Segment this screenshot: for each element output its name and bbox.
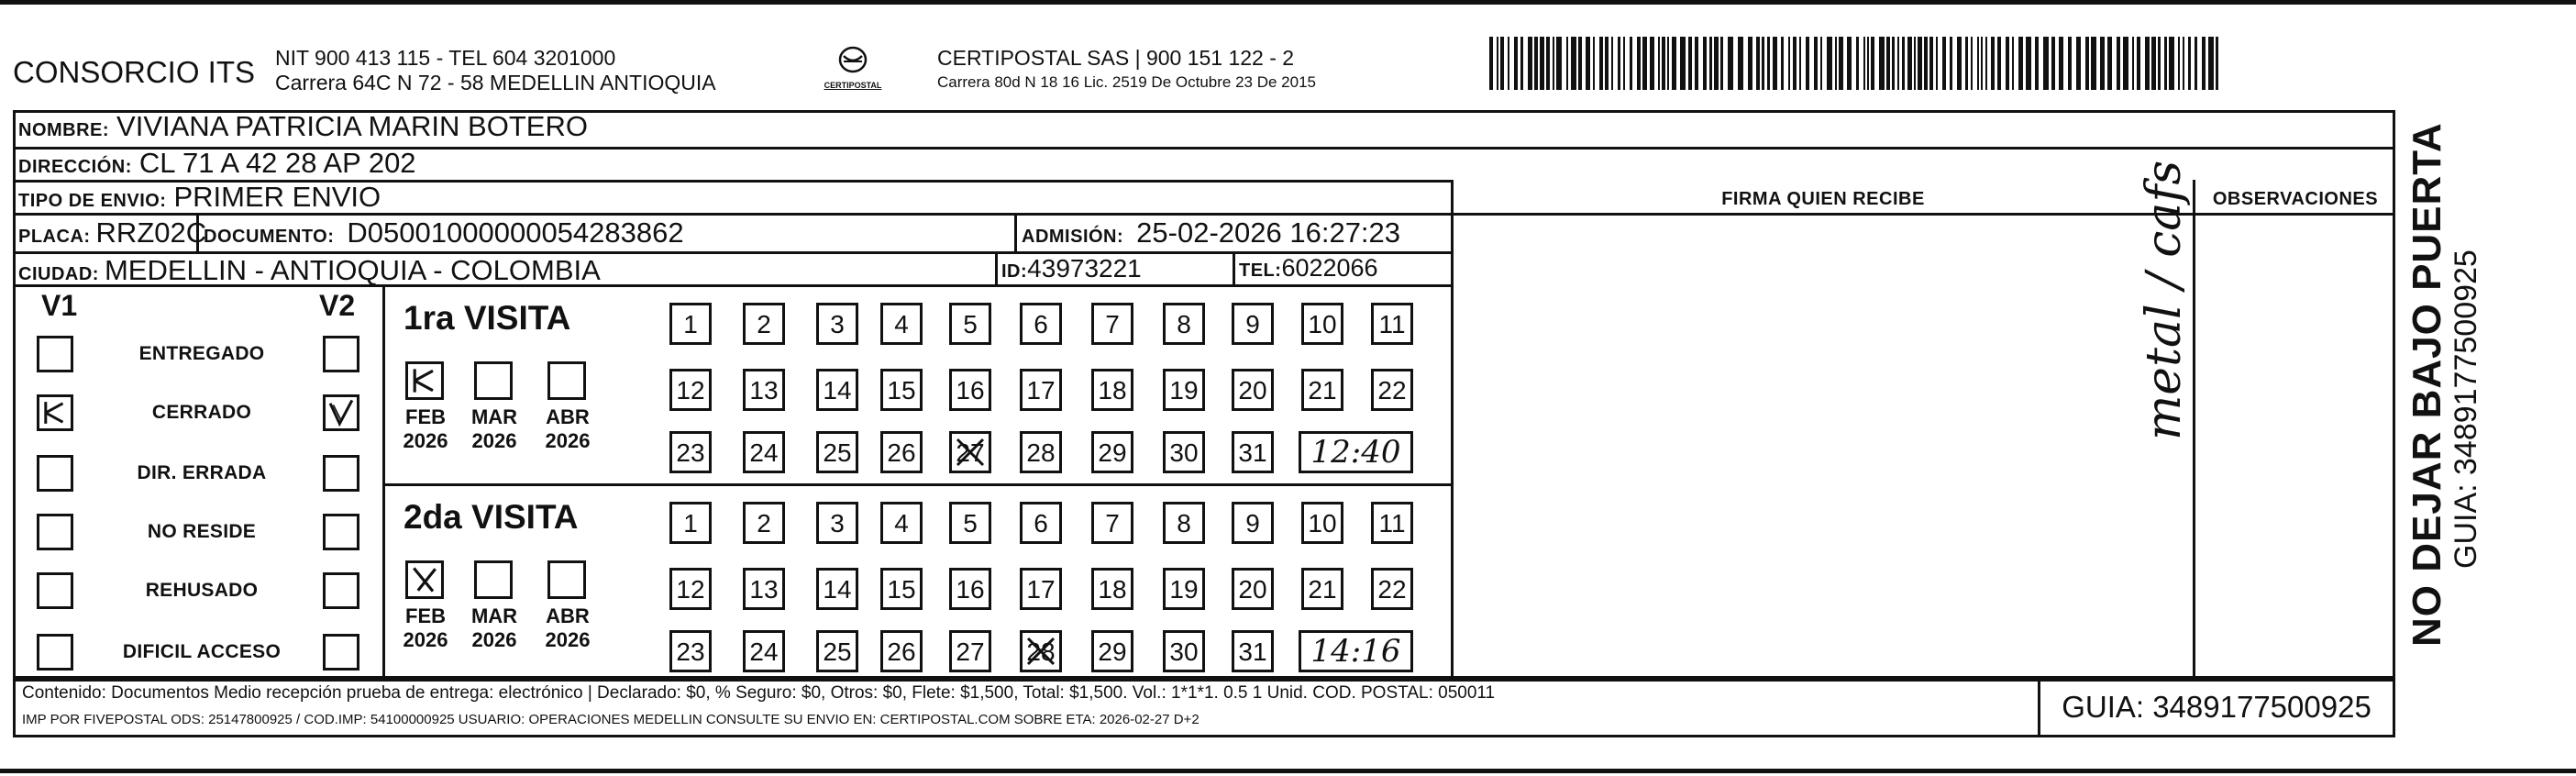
month-year: 2026 xyxy=(545,429,591,452)
status-label: DIR. ERRADA xyxy=(137,462,267,483)
day-box[interactable]: 19 xyxy=(1163,568,1205,610)
barcode xyxy=(1489,37,2223,90)
placa-label: PLACA: xyxy=(18,227,91,247)
visit-title: 2da VISITA xyxy=(404,498,579,536)
day-box[interactable]: 31 xyxy=(1232,431,1274,473)
day-box[interactable]: 23 xyxy=(669,630,712,672)
day-box[interactable]: 24 xyxy=(743,630,785,672)
v2-checkbox[interactable] xyxy=(323,634,359,671)
tipo-label: TIPO DE ENVIO: xyxy=(18,191,167,211)
v2-checkbox[interactable] xyxy=(323,572,359,609)
day-box[interactable]: 3 xyxy=(816,502,858,544)
tel-row xyxy=(1239,254,1378,283)
v2-checkbox[interactable] xyxy=(323,455,359,492)
direccion-label: DIRECCIÓN: xyxy=(18,157,132,177)
day-box[interactable]: 7 xyxy=(1091,502,1133,544)
placa-value: RRZ02C xyxy=(95,216,207,249)
day-box[interactable]: 13 xyxy=(743,369,785,411)
v1-checkbox[interactable] xyxy=(37,634,73,671)
v2-checkbox[interactable] xyxy=(323,394,359,431)
month-label xyxy=(467,405,522,453)
admision-value: 25-02-2026 16:27:23 xyxy=(1136,216,1401,249)
day-box[interactable]: 28 xyxy=(1020,431,1062,473)
day-box[interactable]: 5 xyxy=(949,303,991,345)
month-label xyxy=(398,405,453,453)
bottom-border xyxy=(0,769,2576,773)
visit-time: 14:16 xyxy=(1299,630,1413,672)
month-checkbox[interactable] xyxy=(405,361,444,400)
v1-checkbox[interactable] xyxy=(37,455,73,492)
day-box[interactable]: 18 xyxy=(1091,568,1133,610)
month-year: 2026 xyxy=(403,429,448,452)
v2-checkbox[interactable] xyxy=(323,336,359,372)
day-box[interactable]: 19 xyxy=(1163,369,1205,411)
month-name: MAR xyxy=(470,604,518,627)
placa-row xyxy=(18,216,206,249)
day-box[interactable]: 1 xyxy=(669,303,712,345)
month-label xyxy=(540,604,595,652)
day-cross-mark xyxy=(952,434,989,471)
v1-checkbox[interactable] xyxy=(37,514,73,550)
day-box[interactable]: 18 xyxy=(1091,369,1133,411)
day-box[interactable]: 27 xyxy=(949,630,991,672)
footer-imp: IMP POR FIVEPOSTAL ODS: 25147800925 / COD.IMP: 54100000925 USUARIO: OPERACIONES MEDELLIN CONSULTE SU ENVIO EN: CERTIPOSTAL.COM SOBRE ETA: 2026-02-27 D+2 xyxy=(22,712,1200,727)
admision-row xyxy=(1022,216,1400,249)
v1-checkbox[interactable] xyxy=(37,572,73,609)
month-name: FEB xyxy=(405,405,446,428)
logo-text: CERTIPOSTAL xyxy=(824,81,882,90)
day-box[interactable]: 8 xyxy=(1163,502,1205,544)
day-box[interactable]: 29 xyxy=(1091,630,1133,672)
day-box[interactable]: 16 xyxy=(949,369,991,411)
day-box[interactable]: 24 xyxy=(743,431,785,473)
side-guia: GUIA: 3489177500925 xyxy=(2449,249,2483,569)
admision-label: ADMISIÓN: xyxy=(1022,227,1124,247)
day-box[interactable]: 17 xyxy=(1020,369,1062,411)
day-box[interactable]: 9 xyxy=(1232,303,1274,345)
day-box[interactable]: 6 xyxy=(1020,502,1062,544)
day-number: 28 xyxy=(1026,637,1056,666)
ciudad-label: CIUDAD: xyxy=(18,264,99,284)
month-name: FEB xyxy=(405,604,446,627)
day-box[interactable]: 4 xyxy=(880,303,923,345)
id-label: ID: xyxy=(1001,261,1028,282)
day-box[interactable]: 8 xyxy=(1163,303,1205,345)
day-number: 27 xyxy=(956,438,985,467)
month-year: 2026 xyxy=(545,628,591,651)
day-box[interactable]: 5 xyxy=(949,502,991,544)
day-box[interactable]: 21 xyxy=(1301,369,1343,411)
visit-title: 1ra VISITA xyxy=(404,299,571,337)
day-box[interactable]: 26 xyxy=(880,431,923,473)
month-name: ABR xyxy=(546,405,590,428)
month-name: ABR xyxy=(546,604,590,627)
ciudad-value: MEDELLIN - ANTIOQUIA - COLOMBIA xyxy=(104,254,601,286)
status-label: REHUSADO xyxy=(145,580,259,601)
courier-address: Carrera 80d N 18 16 Lic. 2519 De Octubre 23 De 2015 xyxy=(937,73,1316,91)
day-box[interactable]: 1 xyxy=(669,502,712,544)
courier-name: CERTIPOSTAL SAS | 900 151 122 - 2 xyxy=(937,46,1295,70)
month-label xyxy=(540,405,595,453)
tipo-row xyxy=(18,181,381,214)
month-checkbox[interactable] xyxy=(474,560,513,599)
day-box[interactable]: 15 xyxy=(880,369,923,411)
month-year: 2026 xyxy=(471,628,517,651)
nombre-row xyxy=(18,110,588,143)
day-box[interactable]: 17 xyxy=(1020,568,1062,610)
company-nit: NIT 900 413 115 - TEL 604 3201000 xyxy=(275,46,616,70)
tel-value: 6022066 xyxy=(1281,254,1378,282)
day-box[interactable]: 14 xyxy=(816,369,858,411)
visit-time: 12:40 xyxy=(1299,431,1413,473)
month-checkbox[interactable] xyxy=(547,560,586,599)
company-name: CONSORCIO ITS xyxy=(13,55,256,89)
status-label: CERRADO xyxy=(151,402,252,423)
footer-contenido: Contenido: Documentos Medio recepción prueba de entrega: electrónico | Declarado: $0, % Seguro: $0, Otros: $0, Flete: $1,500, Total: $1,500. Vol.: 1*1*1. 0.5 1 Unid. COD. POSTAL: 050011 xyxy=(22,683,1496,703)
day-box[interactable]: 2 xyxy=(743,502,785,544)
month-checkbox[interactable] xyxy=(474,361,513,400)
month-label xyxy=(398,604,453,652)
day-box[interactable]: 9 xyxy=(1232,502,1274,544)
documento-row xyxy=(204,216,684,249)
day-box[interactable]: 29 xyxy=(1091,431,1133,473)
day-box[interactable] xyxy=(1020,630,1062,672)
day-box[interactable]: 4 xyxy=(880,502,923,544)
day-box[interactable]: 20 xyxy=(1232,369,1274,411)
day-box[interactable]: 6 xyxy=(1020,303,1062,345)
day-box[interactable]: 25 xyxy=(816,431,858,473)
tipo-value: PRIMER ENVIO xyxy=(173,181,381,213)
day-box[interactable]: 11 xyxy=(1371,502,1413,544)
v2-label: V2 xyxy=(319,289,356,322)
day-box[interactable]: 10 xyxy=(1301,502,1343,544)
month-year: 2026 xyxy=(403,628,448,651)
handwritten-observation: metal / cafs xyxy=(2137,160,2192,440)
month-checkbox[interactable] xyxy=(547,361,586,400)
day-box[interactable]: 21 xyxy=(1301,568,1343,610)
documento-value: D05001000000054283862 xyxy=(347,216,684,249)
day-box[interactable]: 26 xyxy=(880,630,923,672)
day-box[interactable] xyxy=(949,431,991,473)
day-box[interactable]: 31 xyxy=(1232,630,1274,672)
month-year: 2026 xyxy=(471,429,517,452)
day-box[interactable]: 3 xyxy=(816,303,858,345)
day-cross-mark xyxy=(1023,633,1059,670)
v2-checkbox[interactable] xyxy=(323,514,359,550)
day-box[interactable]: 23 xyxy=(669,431,712,473)
day-box[interactable]: 16 xyxy=(949,568,991,610)
no-dejar-bajo-puerta: NO DEJAR BAJO PUERTA xyxy=(2405,122,2449,647)
day-box[interactable]: 12 xyxy=(669,369,712,411)
day-box[interactable]: 30 xyxy=(1163,431,1205,473)
day-box[interactable]: 22 xyxy=(1371,568,1413,610)
day-box[interactable]: 14 xyxy=(816,568,858,610)
day-box[interactable]: 10 xyxy=(1301,303,1343,345)
day-box[interactable]: 22 xyxy=(1371,369,1413,411)
documento-label: DOCUMENTO: xyxy=(204,227,335,247)
v1-checkbox[interactable] xyxy=(37,394,73,431)
direccion-value: CL 71 A 42 28 AP 202 xyxy=(138,147,416,179)
observaciones-label: OBSERVACIONES xyxy=(2212,189,2379,209)
month-name: MAR xyxy=(470,405,518,428)
day-box[interactable]: 30 xyxy=(1163,630,1205,672)
id-row xyxy=(1001,254,1142,283)
status-label: NO RESIDE xyxy=(147,521,257,542)
nombre-value: VIVIANA PATRICIA MARIN BOTERO xyxy=(116,110,588,142)
ciudad-row xyxy=(18,254,601,287)
v1-label: V1 xyxy=(41,289,78,322)
day-box[interactable]: 15 xyxy=(880,568,923,610)
day-box[interactable]: 13 xyxy=(743,568,785,610)
footer-guia: GUIA: 3489177500925 xyxy=(2062,690,2371,724)
id-value: 43973221 xyxy=(1027,254,1142,283)
top-border xyxy=(0,0,2576,5)
certipostal-logo xyxy=(816,43,890,98)
tel-label: TEL: xyxy=(1239,261,1282,281)
status-label: DIFICIL ACCESO xyxy=(122,641,282,662)
direccion-row xyxy=(18,147,416,180)
day-box[interactable]: 12 xyxy=(669,568,712,610)
day-box[interactable]: 20 xyxy=(1232,568,1274,610)
day-box[interactable]: 11 xyxy=(1371,303,1413,345)
month-label xyxy=(467,604,522,652)
status-label: ENTREGADO xyxy=(138,343,265,364)
v1-checkbox[interactable] xyxy=(37,336,73,372)
day-box[interactable]: 2 xyxy=(743,303,785,345)
firma-label: FIRMA QUIEN RECIBE xyxy=(1721,189,1925,209)
day-box[interactable]: 7 xyxy=(1091,303,1133,345)
nombre-label: NOMBRE: xyxy=(18,120,110,140)
day-box[interactable]: 25 xyxy=(816,630,858,672)
company-address: Carrera 64C N 72 - 58 MEDELLIN ANTIOQUIA xyxy=(275,71,716,94)
month-checkbox[interactable] xyxy=(405,560,444,599)
